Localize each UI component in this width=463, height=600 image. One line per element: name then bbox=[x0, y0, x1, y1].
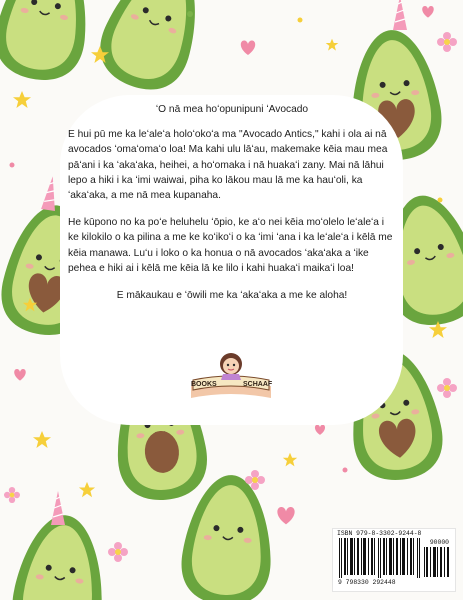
publisher-logo-graphic bbox=[185, 350, 277, 402]
blurb-signoff: E mākaukau e ʻōwili me ka ʻakaʻaka a me ke aloha! bbox=[116, 290, 348, 302]
price-code: 90000 bbox=[429, 539, 449, 546]
publisher-logo bbox=[185, 350, 277, 402]
blurb-text bbox=[68, 102, 396, 315]
barcode-bars bbox=[339, 538, 421, 578]
blurb-title: ʻO nā mea hoʻopunipuni ʻAvocado bbox=[155, 104, 309, 115]
blurb-paragraph-1: E hui pū me ka leʻaleʻa holoʻokoʻa ma "Avocado Antics," kahi i ola ai nā avocados ʻomaʻomaʻo loa! Ma kahi ulu lāʻau, makemake kēia mau mea pāʻani i ka ʻakaʻaka, heihei, a hoʻomaka i nā huakaʻi zany. Mai nā lāhui lepo a hiki i ka ʻimi waiwai, piha ko lākou mau lā me ka hauʻoli, ka ʻakaʻaka, a me nā mea kupanaha. bbox=[68, 129, 388, 202]
isbn-barcode bbox=[332, 528, 456, 592]
ean-digits: 9 798330 292448 bbox=[338, 579, 396, 586]
blurb-paragraph-2: He kūpono no ka poʻe heluhelu ʻōpio, ke aʻo nei kēia moʻolelo leʻaleʻa i ke kilokilo o ka pilina a me ke koʻikoʻi o ka ʻimi ʻana i ka leʻaleʻa i kēlā me kēia manawa. Luʻu i loko o ka honua o nā avocados ʻakaʻaka a ʻike pehea e hiki ai i kēlā me kēia lā ke lilo i kahi huakaʻi maikaʻi loa! bbox=[68, 217, 393, 274]
price-bars bbox=[424, 547, 450, 577]
logo-word-books: BOOKS bbox=[191, 381, 217, 388]
isbn-label: ISBN 979-8-3302-9244-8 bbox=[337, 530, 422, 537]
logo-word-schaaf: SCHAAF bbox=[243, 381, 273, 388]
